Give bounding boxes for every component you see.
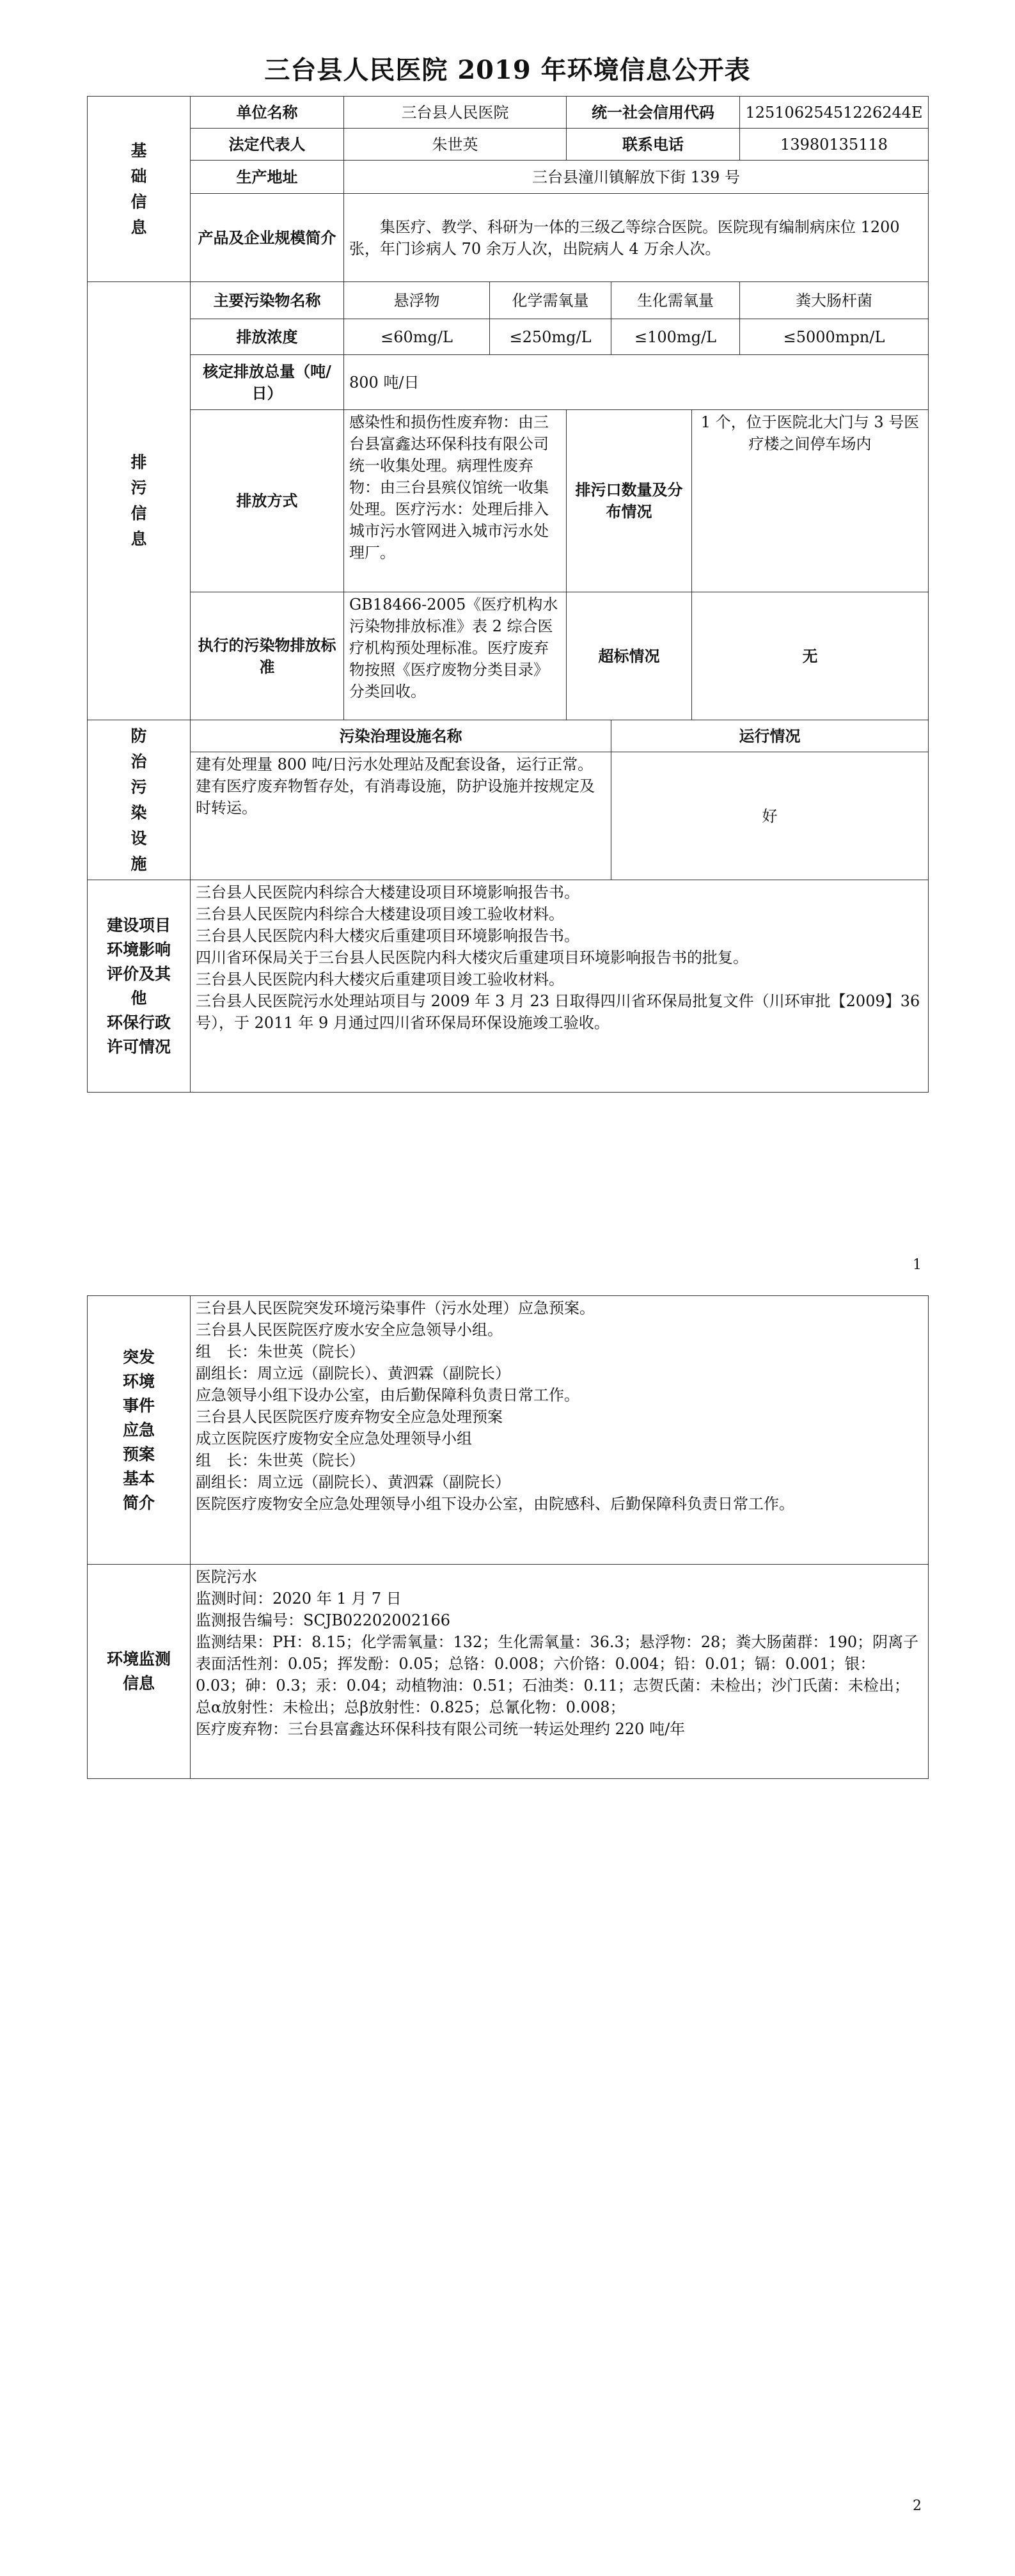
eia-content (191, 880, 929, 1093)
outlet: 1 个，位于医院北大门与 3 号医疗楼之间停车场内 (692, 410, 929, 592)
monitoring-line: 监测报告编号：SCJB02202002166 (196, 1611, 451, 1629)
method: 感染性和损伤性废弃物：由三台县富鑫达环保科技有限公司统一收集处理。病理性废弃物：由三台县殡仪馆统一收集处理。医疗污水：处理后排入城市污水管网进入城市污水处理厂。 (344, 410, 567, 592)
facility-header: 污染治理设施名称 (191, 720, 611, 752)
basic-section-label: 基 础 信 息 (88, 97, 191, 282)
pollutant-fecal-coliform: 粪大肠杆菌 (740, 282, 929, 319)
prevention-section-label: 防 治 污 染 设 施 (88, 720, 191, 880)
address: 三台县潼川镇解放下街 139 号 (344, 161, 929, 194)
standard: GB18466-2005《医疗机构水污染物排放标准》表 2 综合医疗机构预处理标准。医疗废弃物按照《医疗废物分类目录》分类回收。 (344, 592, 567, 720)
eia-section-label: 建设项目 环境影响 评价及其 他 环保行政 许可情况 (88, 880, 191, 1093)
concentration-cod: ≤250mg/L (490, 319, 611, 355)
legal-rep-label: 法定代表人 (191, 129, 344, 161)
monitoring-line: 监测时间：2020 年 1 月 7 日 (196, 1590, 402, 1608)
eia-line: 三台县人民医院内科综合大楼建设项目环境影响报告书。 (196, 883, 579, 901)
profile-label: 产品及企业规模简介 (191, 194, 344, 282)
emergency-line: 组 长：朱世英（院长） (196, 1343, 365, 1361)
eia-line: 三台县人民医院内科大楼灾后重建项目环境影响报告书。 (196, 927, 579, 945)
pollutant-bod: 生化需氧量 (611, 282, 740, 319)
unit-name-label: 单位名称 (191, 97, 344, 129)
credit-code: 12510625451226244E (740, 97, 929, 129)
emergency-line: 三台县人民医院医疗废弃物安全应急处理预案 (196, 1408, 503, 1426)
emergency-line: 三台县人民医院医疗废水安全应急领导小组。 (196, 1321, 503, 1339)
concentration-coliform: ≤5000mpn/L (740, 319, 929, 355)
profile: 集医疗、教学、科研为一体的三级乙等综合医院。医院现有编制病床位 1200 张，年门诊病人 70 余万人次，出院病人 4 万余人次。 (344, 194, 929, 282)
standard-label: 执行的污染物排放标准 (191, 592, 344, 720)
eia-line: 三台县人民医院内科大楼灾后重建项目竣工验收材料。 (196, 970, 564, 988)
eia-line: 三台县人民医院污水处理站项目与 2009 年 3 月 23 日取得四川省环保局批复文件（川环审批【2009】36 号），于 2011 年 9 月通过四川省环保局环保设施竣工验收。 (196, 992, 920, 1032)
pollutants-label: 主要污染物名称 (191, 282, 344, 319)
emission-section-label: 排 污 信 息 (88, 282, 191, 720)
monitoring-content (191, 1565, 929, 1779)
outlet-label: 排污口数量及分布情况 (567, 410, 692, 592)
exceed-label: 超标情况 (567, 592, 692, 720)
concentration-bod: ≤100mg/L (611, 319, 740, 355)
credit-code-label: 统一社会信用代码 (567, 97, 740, 129)
status: 好 (611, 752, 929, 880)
concentration-label: 排放浓度 (191, 319, 344, 355)
phone-label: 联系电话 (567, 129, 740, 161)
monitoring-line: 监测结果：PH：8.15；化学需氧量：132；生化需氧量：36.3；悬浮物：28；粪大肠菌群：190；阴离子表面活性剂：0.05；挥发酚：0.05；总铬：0.008；六价铬：0.004；铅：0.01；镉：0.001；银：0.03；砷：0.3；汞：0.04；动植物油：0.51；石油类：0.11；志贺氏菌：未检出；沙门氏菌：未检出；总α放射性：未检出；总β放射性：0.825；总氰化物：0.008； (196, 1633, 919, 1716)
info-table-page2 (87, 1295, 929, 1779)
monitoring-line: 医疗废弃物：三台县富鑫达环保科技有限公司统一转运处理约 220 吨/年 (196, 1720, 686, 1738)
unit-name: 三台县人民医院 (344, 97, 567, 129)
pollutant-cod: 化学需氧量 (490, 282, 611, 319)
emergency-line: 三台县人民医院突发环境污染事件（污水处理）应急预案。 (196, 1299, 595, 1317)
pollutant-suspended-solids: 悬浮物 (344, 282, 490, 319)
address-label: 生产地址 (191, 161, 344, 194)
page-title: 三台县人民医院 2019 年环境信息公开表 (264, 55, 751, 85)
emergency-content (191, 1296, 929, 1565)
concentration-ss: ≤60mg/L (344, 319, 490, 355)
total-label: 核定排放总量（吨/日） (191, 355, 344, 410)
legal-rep: 朱世英 (344, 129, 567, 161)
emergency-line: 成立医院医疗废物安全应急处理领导小组 (196, 1430, 472, 1448)
emergency-line: 组 长：朱世英（院长） (196, 1451, 365, 1469)
emergency-line: 医院医疗废物安全应急处理领导小组下设办公室，由院感科、后勤保障科负责日常工作。 (196, 1495, 794, 1513)
info-table-page1 (87, 96, 929, 1093)
phone: 13980135118 (740, 129, 929, 161)
monitoring-line: 医院污水 (196, 1568, 257, 1586)
eia-line: 三台县人民医院内科综合大楼建设项目竣工验收材料。 (196, 905, 564, 923)
exceed: 无 (692, 592, 929, 720)
page-number-1: 1 (913, 1257, 922, 1273)
method-label: 排放方式 (191, 410, 344, 592)
status-header: 运行情况 (611, 720, 929, 752)
emergency-line: 副组长：周立远（副院长）、黄泗霖（副院长） (196, 1473, 510, 1491)
emergency-section-label: 突发 环境 事件 应急 预案 基本 简介 (88, 1296, 191, 1565)
monitoring-section-label: 环境监测 信息 (88, 1565, 191, 1779)
facility: 建有处理量 800 吨/日污水处理站及配套设备，运行正常。建有医疗废弃物暂存处，有消毒设施，防护设施并按规定及时转运。 (191, 752, 611, 880)
emergency-line: 应急领导小组下设办公室，由后勤保障科负责日常工作。 (196, 1386, 579, 1404)
page-number-2: 2 (913, 2498, 922, 2514)
eia-line: 四川省环保局关于三台县人民医院内科大楼灾后重建项目环境影响报告书的批复。 (196, 949, 748, 967)
emergency-line: 副组长：周立远（副院长）、黄泗霖（副院长） (196, 1364, 510, 1382)
total: 800 吨/日 (344, 355, 929, 410)
